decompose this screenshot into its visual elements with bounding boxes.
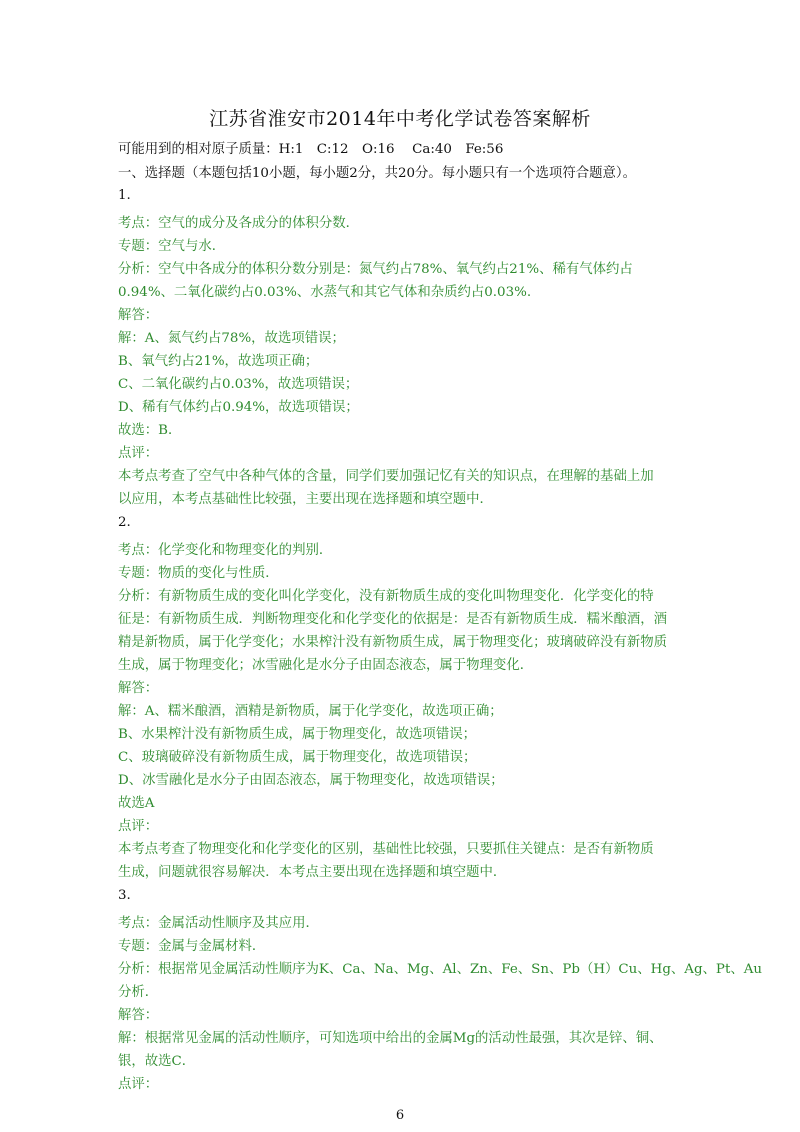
page-title: 江苏省淮安市2014年中考化学试卷答案解析 (209, 108, 591, 130)
q1-answer-c: C、二氧化碳约占0.03%，故选项错误； (118, 377, 359, 392)
q2-analysis: 分析：有新物质生成的变化叫化学变化，没有新物质生成的变化叫物理变化．化学变化的特 (118, 589, 654, 604)
q2-answer-label: 解答： (118, 681, 159, 696)
question-number-3: 3. (118, 888, 131, 903)
q1-answer-b: B、氧气约占21%，故选项正确； (118, 354, 319, 369)
q2-analysis-cont-2: 精是新物质，属于化学变化；水果榨汁没有新物质生成，属于物理变化；玻璃破碎没有新物质 (118, 635, 668, 650)
question-number-2: 2. (118, 515, 131, 530)
q3-answer: 解：根据常见金属的活动性顺序，可知选项中给出的金属Mg的活动性最强，其次是锌、铜、 (118, 1031, 663, 1046)
q2-exam-point: 考点：化学变化和物理变化的判别． (118, 543, 333, 558)
q3-analysis: 分析：根据常见金属活动性顺序为K、Ca、Na、Mg、Al、Zn、Fe、Sn、Pb（H）Cu、Hg、Ag、Pt、Au (118, 962, 763, 977)
page-number: 6 (395, 1108, 405, 1123)
q2-answer-d: D、冰雪融化是水分子由固态液态，属于物理变化，故选项错误； (118, 773, 504, 788)
q3-comment-label: 点评： (118, 1077, 159, 1092)
q1-analysis-cont: 0.94%、二氧化碳约占0.03%、水蒸气和其它气体和杂质约占0.03%. (118, 285, 532, 300)
q2-comment: 本考点考查了物理变化和化学变化的区别，基础性比较强，只要抓住关键点：是否有新物质 (118, 842, 654, 857)
q2-answer-b: B、水果榨汁没有新物质生成，属于物理变化，故选项错误； (118, 727, 476, 742)
q1-exam-point: 考点：空气的成分及各成分的体积分数． (118, 216, 360, 231)
q3-exam-point: 考点：金属活动性顺序及其应用． (118, 916, 319, 931)
atomic-masses: 可能用到的相对原子质量：H:1 C:12 O:16 Ca:40 Fe:56 (118, 142, 504, 157)
section-heading: 一、选择题（本题包括10小题，每小题2分，共20分。每小题只有一个选项符合题意）。 (118, 166, 636, 181)
q2-choice: 故选A (118, 796, 155, 811)
q1-topic: 专题：空气与水． (118, 239, 226, 254)
q1-comment-cont: 以应用，本考点基础性比较强，主要出现在选择题和填空题中． (118, 492, 493, 507)
q2-analysis-cont-1: 征是：有新物质生成．判断物理变化和化学变化的依据是：是否有新物质生成．糯米酿酒，酒 (118, 612, 668, 627)
q1-analysis: 分析：空气中各成分的体积分数分别是：氮气约占78%、氧气约占21%、稀有气体约占 (118, 262, 633, 277)
q2-analysis-cont-3: 生成，属于物理变化；冰雪融化是水分子由固态液态，属于物理变化． (118, 658, 534, 673)
q1-answer-label: 解答： (118, 308, 159, 323)
q1-answer-a: 解：A、氮气约占78%，故选项错误； (118, 331, 345, 346)
q1-comment: 本考点考查了空气中各种气体的含量，同学们要加强记忆有关的知识点，在理解的基础上加 (118, 469, 654, 484)
q2-answer-a: 解：A、糯米酿酒，酒精是新物质，属于化学变化，故选项正确； (118, 704, 503, 719)
q2-comment-label: 点评： (118, 819, 159, 834)
question-number-1: 1. (118, 188, 131, 203)
q2-comment-cont: 生成，问题就很容易解决．本考点主要出现在选择题和填空题中． (118, 865, 507, 880)
q3-topic: 专题：金属与金属材料． (118, 939, 266, 954)
q1-comment-label: 点评： (118, 446, 159, 461)
q1-choice: 故选：B． (118, 423, 182, 438)
q3-answer-label: 解答： (118, 1008, 159, 1023)
q1-answer-d: D、稀有气体约占0.94%，故选项错误； (118, 400, 359, 415)
q3-analysis-cont: 分析． (118, 985, 159, 1000)
q3-answer-cont: 银，故选C． (118, 1054, 196, 1069)
q2-topic: 专题：物质的变化与性质． (118, 566, 279, 581)
q2-answer-c: C、玻璃破碎没有新物质生成，属于物理变化，故选项错误； (118, 750, 477, 765)
